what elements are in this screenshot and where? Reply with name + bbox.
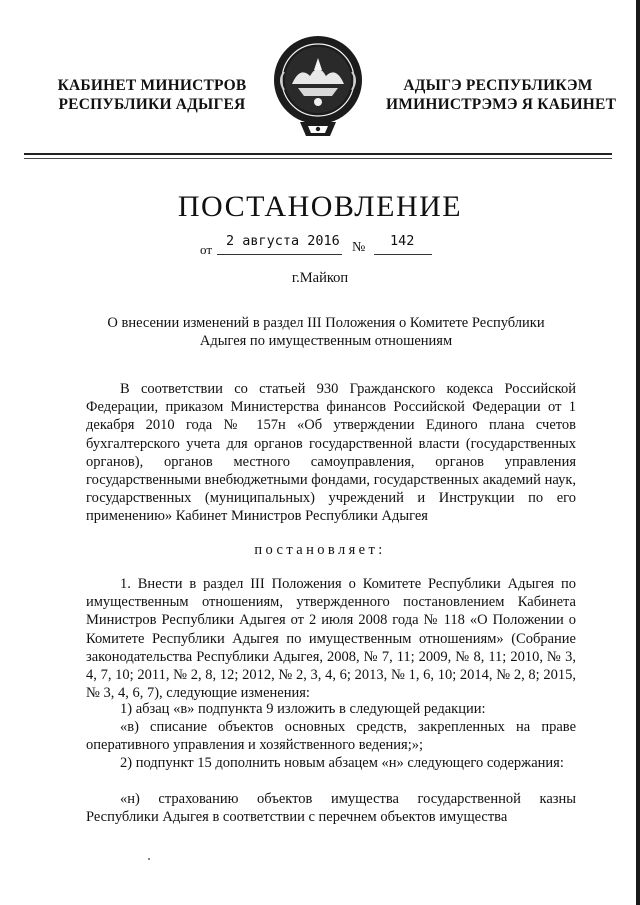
number-value: 142 [390, 233, 415, 249]
scan-speck [148, 858, 150, 860]
date-prefix: от [200, 242, 213, 257]
document-title: ПОСТАНОВЛЕНИЕ [177, 190, 463, 223]
number-prefix: № [352, 240, 366, 255]
item-1-2-paragraph: 2) подпункт 15 дополнить новым абзацем «н» следующего содержания: [120, 755, 564, 771]
intro-paragraph: В соответствии со статьей 930 Гражданского кодекса Российской Федерации, приказом Министерства финансов Российской Федерации от 1 декабря 2010 года № 157н «Об утверждении Единого плана счетов бухгалтерского учета для органов государственной власти (государственных органов), органов местного самоуправления, органов управления государственными внебюджетными фондами, государственных академий наук, государственных (муниципальных) учреждений и Инструкции по его применению» Кабинет Министров Республики Адыгея [86, 381, 576, 525]
item-1-2-text-paragraph: «н) страхованию объектов имущества государственной казны Республики Адыгея в соответствии с перечнем объектов имущества [86, 791, 576, 826]
item-1-1-text-paragraph: «в) списание объектов основных средств, закрепленных на праве оперативного управления и хозяйственного ведения;»; [86, 719, 576, 754]
header-left-line2: РЕСПУБЛИКИ АДЫГЕЯ [58, 96, 246, 113]
subject-line2: Адыгея по имущественным отношениям [199, 333, 453, 349]
header-right-line2: ИМИНИСТРЭМЭ Я КАБИНЕТ [386, 96, 617, 113]
header-divider-thick [24, 153, 612, 155]
header-left-line1: КАБИНЕТ МИНИСТРОВ [57, 77, 247, 94]
header-right-title [386, 76, 617, 114]
item-1-paragraph: 1. Внести в раздел III Положения о Комитете Республики Адыгея по имущественным отношениям, утвержденного постановлением Кабинета Министров Республики Адыгея от 2 июля 2008 года № 118 «О Положении о Комитете Республики Адыгея по имущественным отношениям» (Собрание законодательства Республики Адыгея, 2008, № 7, 11; 2009, № 8, 11; 2010, № 3, 4, 7, 10; 2011, № 2, 8, 12; 2012, № 2, 3, 4, 6; 2013, № 1, 6, 10; 2014, № 2, 8; 2015, № 3, 4, 6, 7), следующие изменения: [86, 576, 576, 702]
city: г.Майкоп [291, 270, 349, 286]
header-right-line1: АДЫГЭ РЕСПУБЛИКЭМ [403, 77, 593, 94]
item-1-1-paragraph: 1) абзац «в» подпункта 9 изложить в следующей редакции: [120, 701, 486, 717]
resolves-heading: постановляет: [254, 542, 386, 558]
date-underline [217, 254, 342, 255]
document-subject [96, 314, 556, 350]
header-divider-thin [24, 158, 612, 159]
subject-line1: О внесении изменений в раздел III Положения о Комитете Республики [107, 315, 545, 331]
coat-of-arms-emblem-icon [270, 32, 366, 142]
number-underline [374, 254, 432, 255]
date-number-line [0, 232, 640, 258]
scan-edge [636, 0, 640, 905]
header-left-title [52, 76, 252, 114]
date-value: 2 августа 2016 [226, 233, 340, 249]
